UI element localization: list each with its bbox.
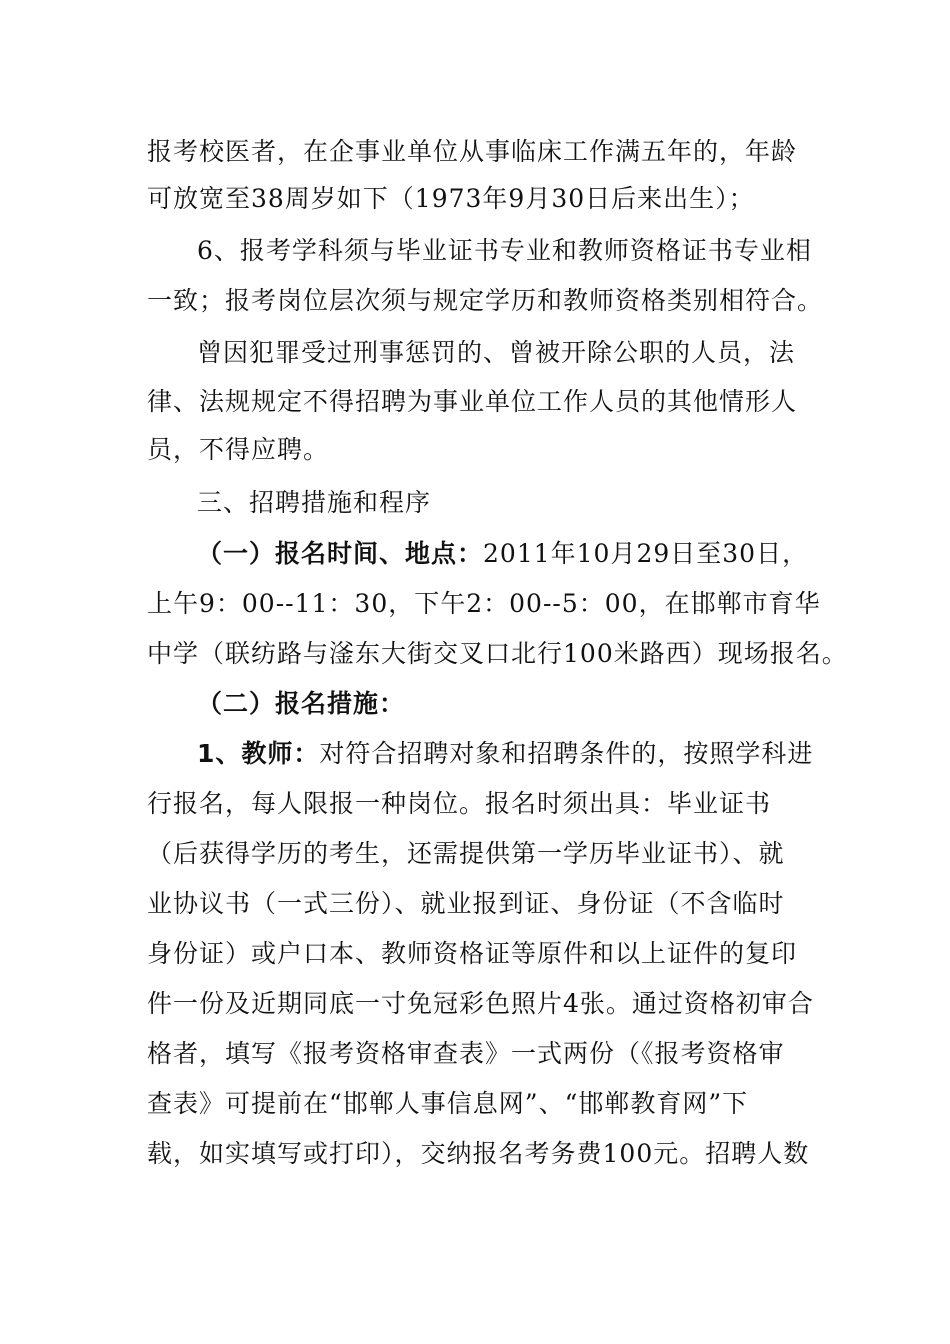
text-line: 可放宽至38周岁如下（1973年9月30日后来出生）； (147, 184, 755, 213)
text-line: 律、法规规定不得招聘为事业单位工作人员的其他情形人 (147, 387, 798, 416)
section-heading: 三、招聘措施和程序 (197, 488, 432, 517)
text-line: 件一份及近期同底一寸免冠彩色照片4张。通过资格初审合 (147, 989, 814, 1018)
text-line: 报考校医者，在企事业单位从事临床工作满五年的，年龄 (147, 137, 798, 166)
text-line: 格者，填写《报考资格审查表》一式两份（《报考资格审 (147, 1039, 785, 1068)
text-line: 身份证）或户口本、教师资格证等原件和以上证件的复印 (147, 939, 798, 968)
registration-date: 2011年10月29日至30日， (483, 539, 809, 568)
teacher-text: 对符合招聘对象和招聘条件的，按照学科进 (319, 739, 814, 768)
text-line: 6、报考学科须与毕业证书专业和教师资格证书专业相 (197, 236, 812, 265)
text-line: 曾因犯罪受过刑事惩罚的、曾被开除公职的人员，法 (197, 338, 796, 367)
text-line: 载，如实填写或打印），交纳报名考务费100元。招聘人数 (147, 1139, 810, 1168)
text-line: 查表》可提前在“邯郸人事信息网”、“邯郸教育网”下 (147, 1089, 749, 1118)
subheading-registration-time: （一）报名时间、地点： (197, 539, 484, 568)
text-line: 上午9：00--11：30，下午2：00--5：00，在邯郸市育华 (147, 589, 821, 618)
text-line: （后获得学历的考生，还需提供第一学历毕业证书）、就 (147, 839, 785, 868)
teacher-paragraph (197, 738, 813, 770)
text-line: 业协议书（一式三份）、就业报到证、身份证（不含临时 (147, 889, 785, 918)
text-line: 员，不得应聘。 (147, 435, 330, 464)
text-line: 行报名，每人限报一种岗位。报名时须出具：毕业证书 (147, 789, 772, 818)
subheading-registration-method: （二）报名措施： (197, 689, 406, 718)
text-line: 一致；报考岗位层次须与规定学历和教师资格类别相符合。 (147, 286, 824, 315)
registration-time-paragraph (197, 538, 808, 570)
teacher-label: 1、教师： (197, 739, 320, 768)
text-line: 中学（联纺路与滏东大街交叉口北行100米路西）现场报名。 (147, 639, 848, 668)
